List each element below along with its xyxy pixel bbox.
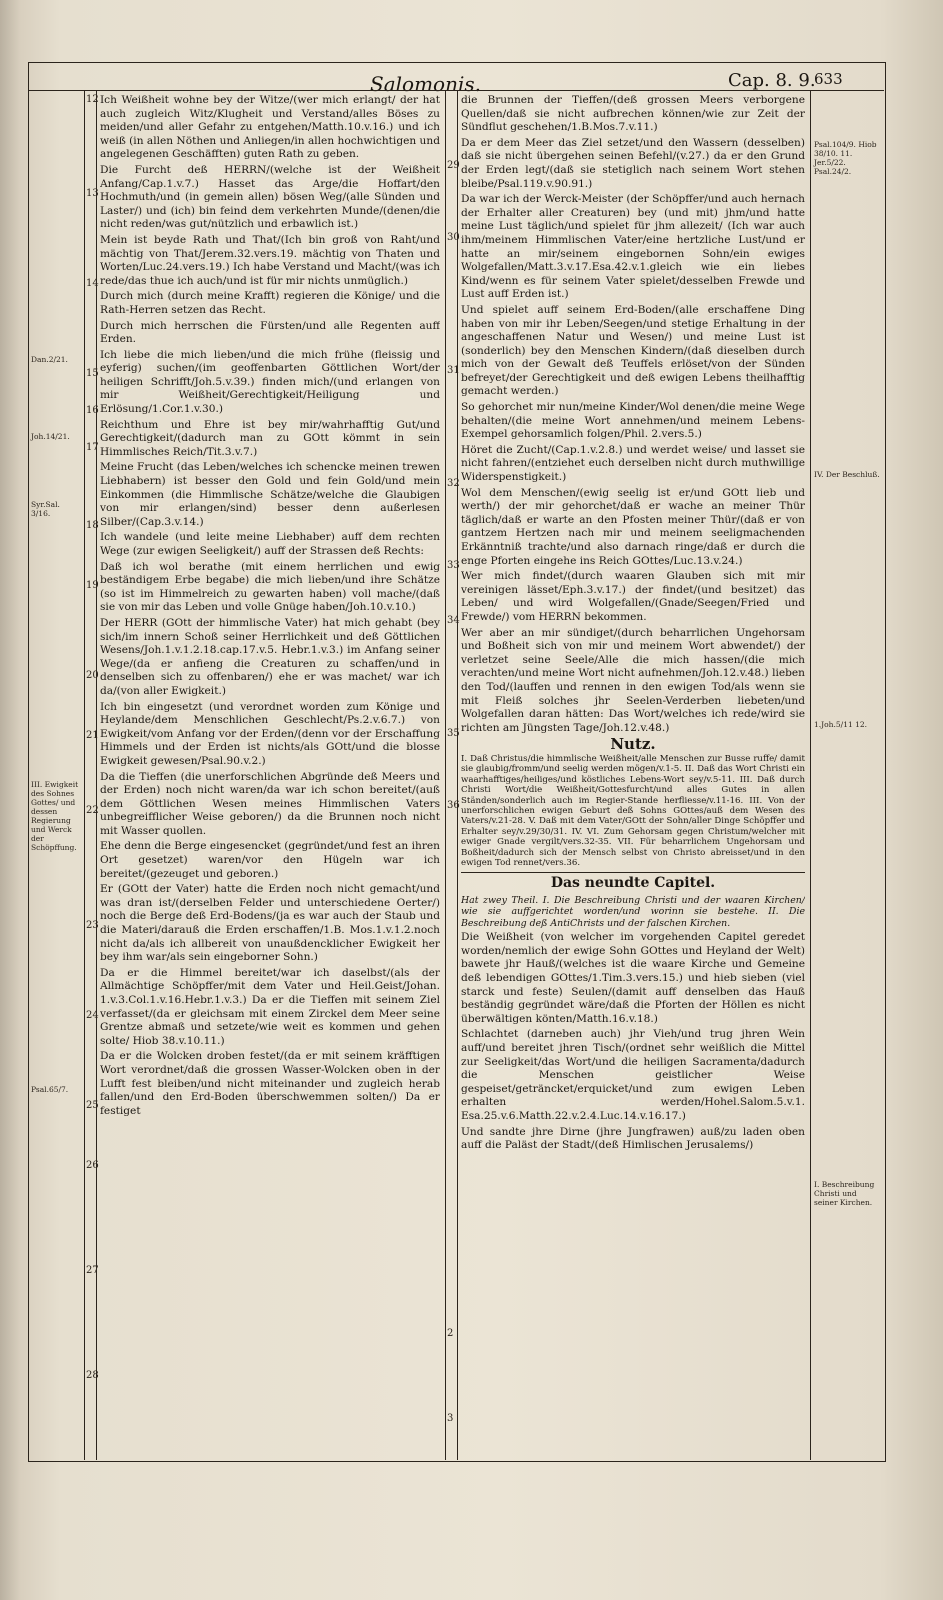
verse-number: 3 <box>447 1413 454 1424</box>
chapter-reference: Cap. 8. 9. <box>728 70 816 91</box>
verse-paragraph: Höret die Zucht/(Cap.1.v.2.8.) und werdet weise/ und lasset sie nicht fahren/(entziehet euch derselben nicht durch muthwillige Widerspenstigkeit.) <box>461 443 805 484</box>
verse-paragraph: Und sandte jhre Dirne (jhre Jungfrawen) auß/zu laden oben auff die Paläst der Stadt/(deß Himlischen Jerusalems/) <box>461 1125 805 1152</box>
chapter-divider <box>461 872 805 873</box>
verse-number: 18 <box>86 520 99 531</box>
verse-paragraph: Ehe denn die Berge eingesencket (gegründet/und fest an ihren Ort gesetzet) waren/vor den Hügeln war ich bereitet/(gezeuget und geboren.) <box>100 840 440 880</box>
verse-paragraph: Durch mich herrschen die Fürsten/und alle Regenten auff Erden. <box>100 319 440 346</box>
verse-number: 17 <box>86 442 99 453</box>
verse-paragraph: Ich bin eingesetzt (und verordnet worden zum Könige und Heylande/dem Menschlichen Geschlecht/Ps.2.v.6.7.) von Ewigkeit/vom Anfang vor der Erden/(denn vor der Erschaffung Himmels und der Erden ist nichts/als GOtt/und die blosse Ewigkeit gewesen/Psal.90.v.2.) <box>100 700 440 767</box>
verse-number: 23 <box>86 920 99 931</box>
verse-number: 25 <box>86 1100 99 1111</box>
verse-number: 36 <box>447 800 460 811</box>
verse-paragraph: Er (GOtt der Vater) hatte die Erden noch nicht gemacht/und was dran ist/(derselben Felder und unterschiedene Oerter/) noch die Berge deß Erd-Bodens/(ja es war auch der Staub und die Materi/darauß die Erden erschaffen/1.B. Mos.1.v.1.2.noch nicht da/als ich allbereit von unaußdencklicher Ewigkeit her bey ihm war/als sein eingeborner Sohn.) <box>100 883 440 964</box>
verse-paragraph: Reichthum und Ehre ist bey mir/wahrhafftig Gut/und Gerechtigkeit/(dadurch man zu GOtt kömmt in sein Himmlisches Reich/Tit.3.v.7.) <box>100 418 440 458</box>
chapter-summary: Hat zwey Theil. I. Die Beschreibung Christi und der waaren Kirchen/ wie sie auffgerichtet worden/und worinn sie bestehe. II. Die Beschreibung deß AntiChrists und der falschen Kirchen. <box>461 894 805 929</box>
verse-number: 34 <box>447 615 460 626</box>
header-rule <box>28 90 884 91</box>
verse-paragraph: So gehorchet mir nun/meine Kinder/Wol denen/die meine Wege behalten/(die meine Wort annehmen/und meinem Lebens-Exempel gehorsamlich folgen/Phil. 2.vers.5.) <box>461 401 805 441</box>
left-text-column <box>100 94 440 1456</box>
verse-number: 13 <box>86 188 99 199</box>
margin-note: Dan.2/21. <box>31 355 68 364</box>
verse-paragraph: Wol dem Menschen/(ewig seelig ist er/und GOtt lieb und werth/) der mir gehorchet/daß er wache an meiner Thür täglich/daß er warte an den Pfosten meiner Thür/(daß er von gantzem Hertzen nach mir und meinem seeligmachenden Erkänntniß trachte/und also darnach ringe/daß er durch die enge Pforten eingehe ins Reich GOttes/Luc.13.v.24.) <box>461 486 805 567</box>
verse-number: 35 <box>447 728 460 739</box>
verse-paragraph: Mein ist beyde Rath und That/(Ich bin groß von Raht/und mächtig von That/Jerem.32.vers.19. mächtig von Thaten und Worten/Luc.24.vers.19.) Ich habe Verstand und Macht/(was ich rede/das thue ich auch/und ist für mir nichts unmüglich.) <box>100 233 440 287</box>
verse-paragraph: Die Furcht deß HERRN/(welche ist der Weißheit Anfang/Cap.1.v.7.) Hasset das Arge/die Hoffart/den Hochmuth/und (in gemein allen) bösen Weg/(alle Sünden und Laster/) und (ich) bin feind dem verkehrten Munde/(denen/die nicht reden/was gut/nützlich und erbawlich ist.) <box>100 163 440 231</box>
verse-paragraph: Da war ich der Werck-Meister (der Schöpffer/und auch hernach der Erhalter aller Creaturen) bey (und mit) jhm/und hatte meine Lust täglich/und spielet für jhm allezeit/ (Ich war auch ihm/meinem Himmlischen Vater/eine hertzliche Lust/und er hatte an mir/seinem eingebornen Sohn/ein ewiges Wolgefallen/Matt.3.v.17.Esa.42.v.1.gleich wie ein liebes Kind/wenn es für seinem Vater spielet/desselben Frewde und Lust auff Erden ist.) <box>461 193 805 301</box>
verse-paragraph: Wer aber an mir sündiget/(durch beharrlichen Ungehorsam und Boßheit sich von mir und meinem Wort abwendet/) der verletzet seine Seele/Alle die mich hassen/(die mich verachten/und meine Wort nicht aufnehmen/Joh.12.v.48.) lieben den Tod/(lauffen und rennen in den ewigen Tod/als wenn sie mit Fleiß solches jhr Seelen-Verderben liebeten/und Wolgefallen daran hätten: Das Wort/welches ich rede/wird sie richten am Jüngsten Tage/Joh.12.v.48.) <box>461 626 805 734</box>
verse-number: 12 <box>86 94 99 105</box>
nutz-summary: I. Daß Christus/die himmlische Weißheit/alle Menschen zur Busse ruffe/ damit sie glaubig/fromm/und seelig werden mögen/v.1-5. II. Daß das Wort Christi ein waarhafftiges/heiliges/und köstliches Lebens-Wort sey/v.5-11. III. Daß durch Christi Wort/die Weißheit/Gottesfurcht/und alles Gutes in allen Ständen/sonderlich auch im Regier-Stande herfliesse/v.11-16. III. Von der unerforschlichen ewigen Geburt deß Sohns GOttes/auß dem Wesen des Vaters/v.21-28. V. Daß mit dem Vater/GOtt der Sohn/aller Dinge Schöpffer und Erhalter sey/v.29/30/31. IV. VI. Zum Gehorsam gegen Christum/welcher mit ewiger Gnade vergilt/vers.32-35. VII. Für beharrlichem Ungehorsam und Boßheit/dadurch sich der Mensch selbst von Christo abreisset/und in den ewigen Tod rennet/vers.36. <box>461 753 805 868</box>
left-verse-rule <box>96 90 97 1460</box>
verse-number: 32 <box>447 478 460 489</box>
verse-paragraph: Da er dem Meer das Ziel setzet/und den Wassern (desselben) daß sie nicht übergehen seinen Befehl/(v.27.) da er den Grund der Erden legt/(daß sie stetiglich nach seinem Wort stehen bleibe/Psal.119.v.90.91.) <box>461 136 805 190</box>
chapter-heading: Das neundte Capitel. <box>550 875 716 892</box>
verse-paragraph: Meine Frucht (das Leben/welches ich schencke meinen trewen Liebhabern) ist besser den Gold und fein Gold/und mein Einkommen (die Himmlische Schätze/welche die Glaubigen von mir erlangen/sind) besser denn außerlesen Silber/(Cap.3.v.14.) <box>100 461 440 528</box>
verse-number: 24 <box>86 1010 99 1021</box>
verse-paragraph: Da er die Himmel bereitet/war ich daselbst/(als der Allmächtige Schöpffer/mit dem Vater und Heil.Geist/Johan. 1.v.3.Col.1.v.16.Hebr.1.v.3.) Da er die Tieffen mit seinem Ziel verfasset/(da er gleichsam mit einem Zirckel dem Meer seine Grentze abmaß und setzete/wie weit es kommen und gehen solte/ Hiob 38.v.10.11.) <box>100 966 440 1047</box>
page-number: 633 <box>814 70 843 88</box>
verse-paragraph: Daß ich wol berathe (mit einem herrlichen und ewig beständigem Erbe begabe) die mich lieben/und ihre Schätze (so ist im Himmelreich zu gewarten haben) voll mache/(daß sie von mir das Leben und volle Gnüge haben/Joh.10.v.10.) <box>100 560 440 614</box>
verse-number: 16 <box>86 405 99 416</box>
verse-number: 33 <box>447 560 460 571</box>
left-margin-rule <box>84 90 85 1460</box>
verse-number: 28 <box>86 1370 99 1381</box>
column-divider-right <box>457 90 458 1460</box>
verse-paragraph: die Brunnen der Tieffen/(deß grossen Meers verborgene Quellen/daß sie nicht aufbrechen können/wie zur Zeit der Sündflut geschehen/1.B.Mos.7.v.11.) <box>461 94 805 134</box>
verse-number: 29 <box>447 160 460 171</box>
verse-number: 20 <box>86 670 99 681</box>
verse-paragraph: Ich liebe die mich lieben/und die mich frühe (fleissig und eyferig) suchen/(im geoffenbarten Göttlichen Wort/der heiligen Schrifft/Joh.5.v.39.) finden mich/(und erlangen von mir Weißheit/Gerechtigkeit/Heiligung und Erlösung/1.Cor.1.v.30.) <box>100 348 440 416</box>
nutz-heading: Nutz. <box>610 735 656 754</box>
margin-note: 1.Joh.5/11 12. <box>814 720 868 729</box>
column-divider-left <box>445 90 446 1460</box>
margin-note: III. Ewigkeit des Sohnes Gottes/ und dessen Regierung und Werck der Schöpffung. <box>31 780 79 852</box>
verse-paragraph: Da die Tieffen (die unerforschlichen Abgründe deß Meers und der Erden) noch nicht waren/da war ich schon bereitet/(auß dem Göttlichen Wesen meines Himmlischen Vaters unbegreifflicher Weise geboren/) da die Brunnen noch nicht mit Wasser quollen. <box>100 770 440 837</box>
verse-paragraph: Ich wandele (und leite meine Liebhaber) auff dem rechten Wege (zur ewigen Seeligkeit/) auff der Strassen deß Rechts: <box>100 531 440 557</box>
margin-note: Psal.104/9. Hiob 38/10. 11. Jer.5/22. Psal.24/2. <box>814 140 877 176</box>
verse-number: 31 <box>447 365 460 376</box>
margin-note: IV. Der Beschluß. <box>814 470 880 479</box>
running-title: Salomonis. <box>370 72 481 96</box>
verse-number: 26 <box>86 1160 99 1171</box>
verse-number: 15 <box>86 368 99 379</box>
margin-note: Psal.65/7. <box>31 1085 69 1094</box>
verse-number: 27 <box>86 1265 99 1276</box>
verse-paragraph: Durch mich (durch meine Krafft) regieren die Könige/ und die Rath-Herren setzen das Recht. <box>100 290 440 316</box>
verse-number: 19 <box>86 580 99 591</box>
verse-number: 21 <box>86 730 99 741</box>
verse-paragraph: Und spielet auff seinem Erd-Boden/(alle erschaffene Ding haben von mir ihr Leben/Seegen/und stetige Erhaltung in der angeschaffenen Natur und Wesen/) und meine Lust ist (sonderlich) bey den Menschen Kindern/(daß dieselben durch mich von der Gewalt deß Teuffels erlöset/von der Sünden befreyet/der Gerechtigkeit und deß ewigen Lebens theilhafftig gemacht werden.) <box>461 303 805 398</box>
verse-paragraph: Schlachtet (darneben auch) jhr Vieh/und trug jhren Wein auff/und bereitet jhren Tisch/(ordnet sehr weißlich die Mittel zur Seeligkeit/das Wort/und die heiligen Sacramenta/dadurch die Menschen geistlicher Weise gespeiset/geträncket/erquicket/und zum ewigen Leben erhalten werden/Hohel.Salom.5.v.1. Esa.25.v.6.Matth.22.v.2.4.Luc.14.v.16.17.) <box>461 1028 805 1122</box>
verse-paragraph: Wer mich findet/(durch waaren Glauben sich mit mir vereinigen lässet/Eph.3.v.17.) der findet/(und besitzet) das Leben/ und wird Wolgefallen/(Gnade/Seegen/Fried und Frewde/) vom HERRN bekommen. <box>461 570 805 623</box>
verse-number: 30 <box>447 232 460 243</box>
verse-paragraph: Da er die Wolcken droben festet/(da er mit seinem kräfftigen Wort verordnet/daß die grossen Wasser-Wolcken oben in der Lufft fest bleiben/und nicht miteinander und zugleich herab fallen/und den Erd-Boden überschwemmen solten/) Da er festiget <box>100 1050 440 1117</box>
margin-note: I. Beschreibung Christi und seiner Kirchen. <box>814 1180 875 1207</box>
verse-number: 14 <box>86 278 99 289</box>
verse-paragraph: Die Weißheit (von welcher im vorgehenden Capitel geredet worden/nemlich der ewige Sohn GOttes und Heyland der Welt) bawete jhr Hauß/(welches ist die waare Kirche und Gemeine deß lebendigen GOttes/1.Tim.3.vers.15.) und hieb sieben (viel starck und feste) Seulen/(damit auff denselben das Hauß beständig gegründet wäre/daß die Pforten der Höllen es nicht überwältigen könten/Matth.16.v.18.) <box>461 931 805 1025</box>
verse-paragraph: Der HERR (GOtt der himmlische Vater) hat mich gehabt (bey sich/im innern Schoß seiner Herrlichkeit und deß Göttlichen Wesens/Joh.1.v.1.2.18.cap.17.v.5. Hebr.1.v.3.) im Anfang seiner Wege/(da er anfieng die Creaturen zu schaffen/und in denselben sich zu offenbaren/) ehe er was machet/ war ich da/(von aller Ewigkeit.) <box>100 616 440 697</box>
margin-note: Syr.Sal. 3/16. <box>31 500 60 518</box>
right-margin-rule <box>810 90 811 1460</box>
verse-number: 22 <box>86 805 99 816</box>
margin-note: Joh.14/21. <box>31 432 70 441</box>
verse-number: 2 <box>447 1328 454 1339</box>
verse-paragraph: Ich Weißheit wohne bey der Witze/(wer mich erlangt/ der hat auch zugleich Witz/Klugheit und Verstand/alles Böses zu meiden/und aller Gefahr zu entgehen/Matth.10.v.16.) und ich weiß (in allen Nöthen und Anliegen/in allen hochwichtigen und angelegenen Geschäfften) guten Rath zu geben. <box>100 94 440 161</box>
right-text-column <box>461 94 805 1456</box>
